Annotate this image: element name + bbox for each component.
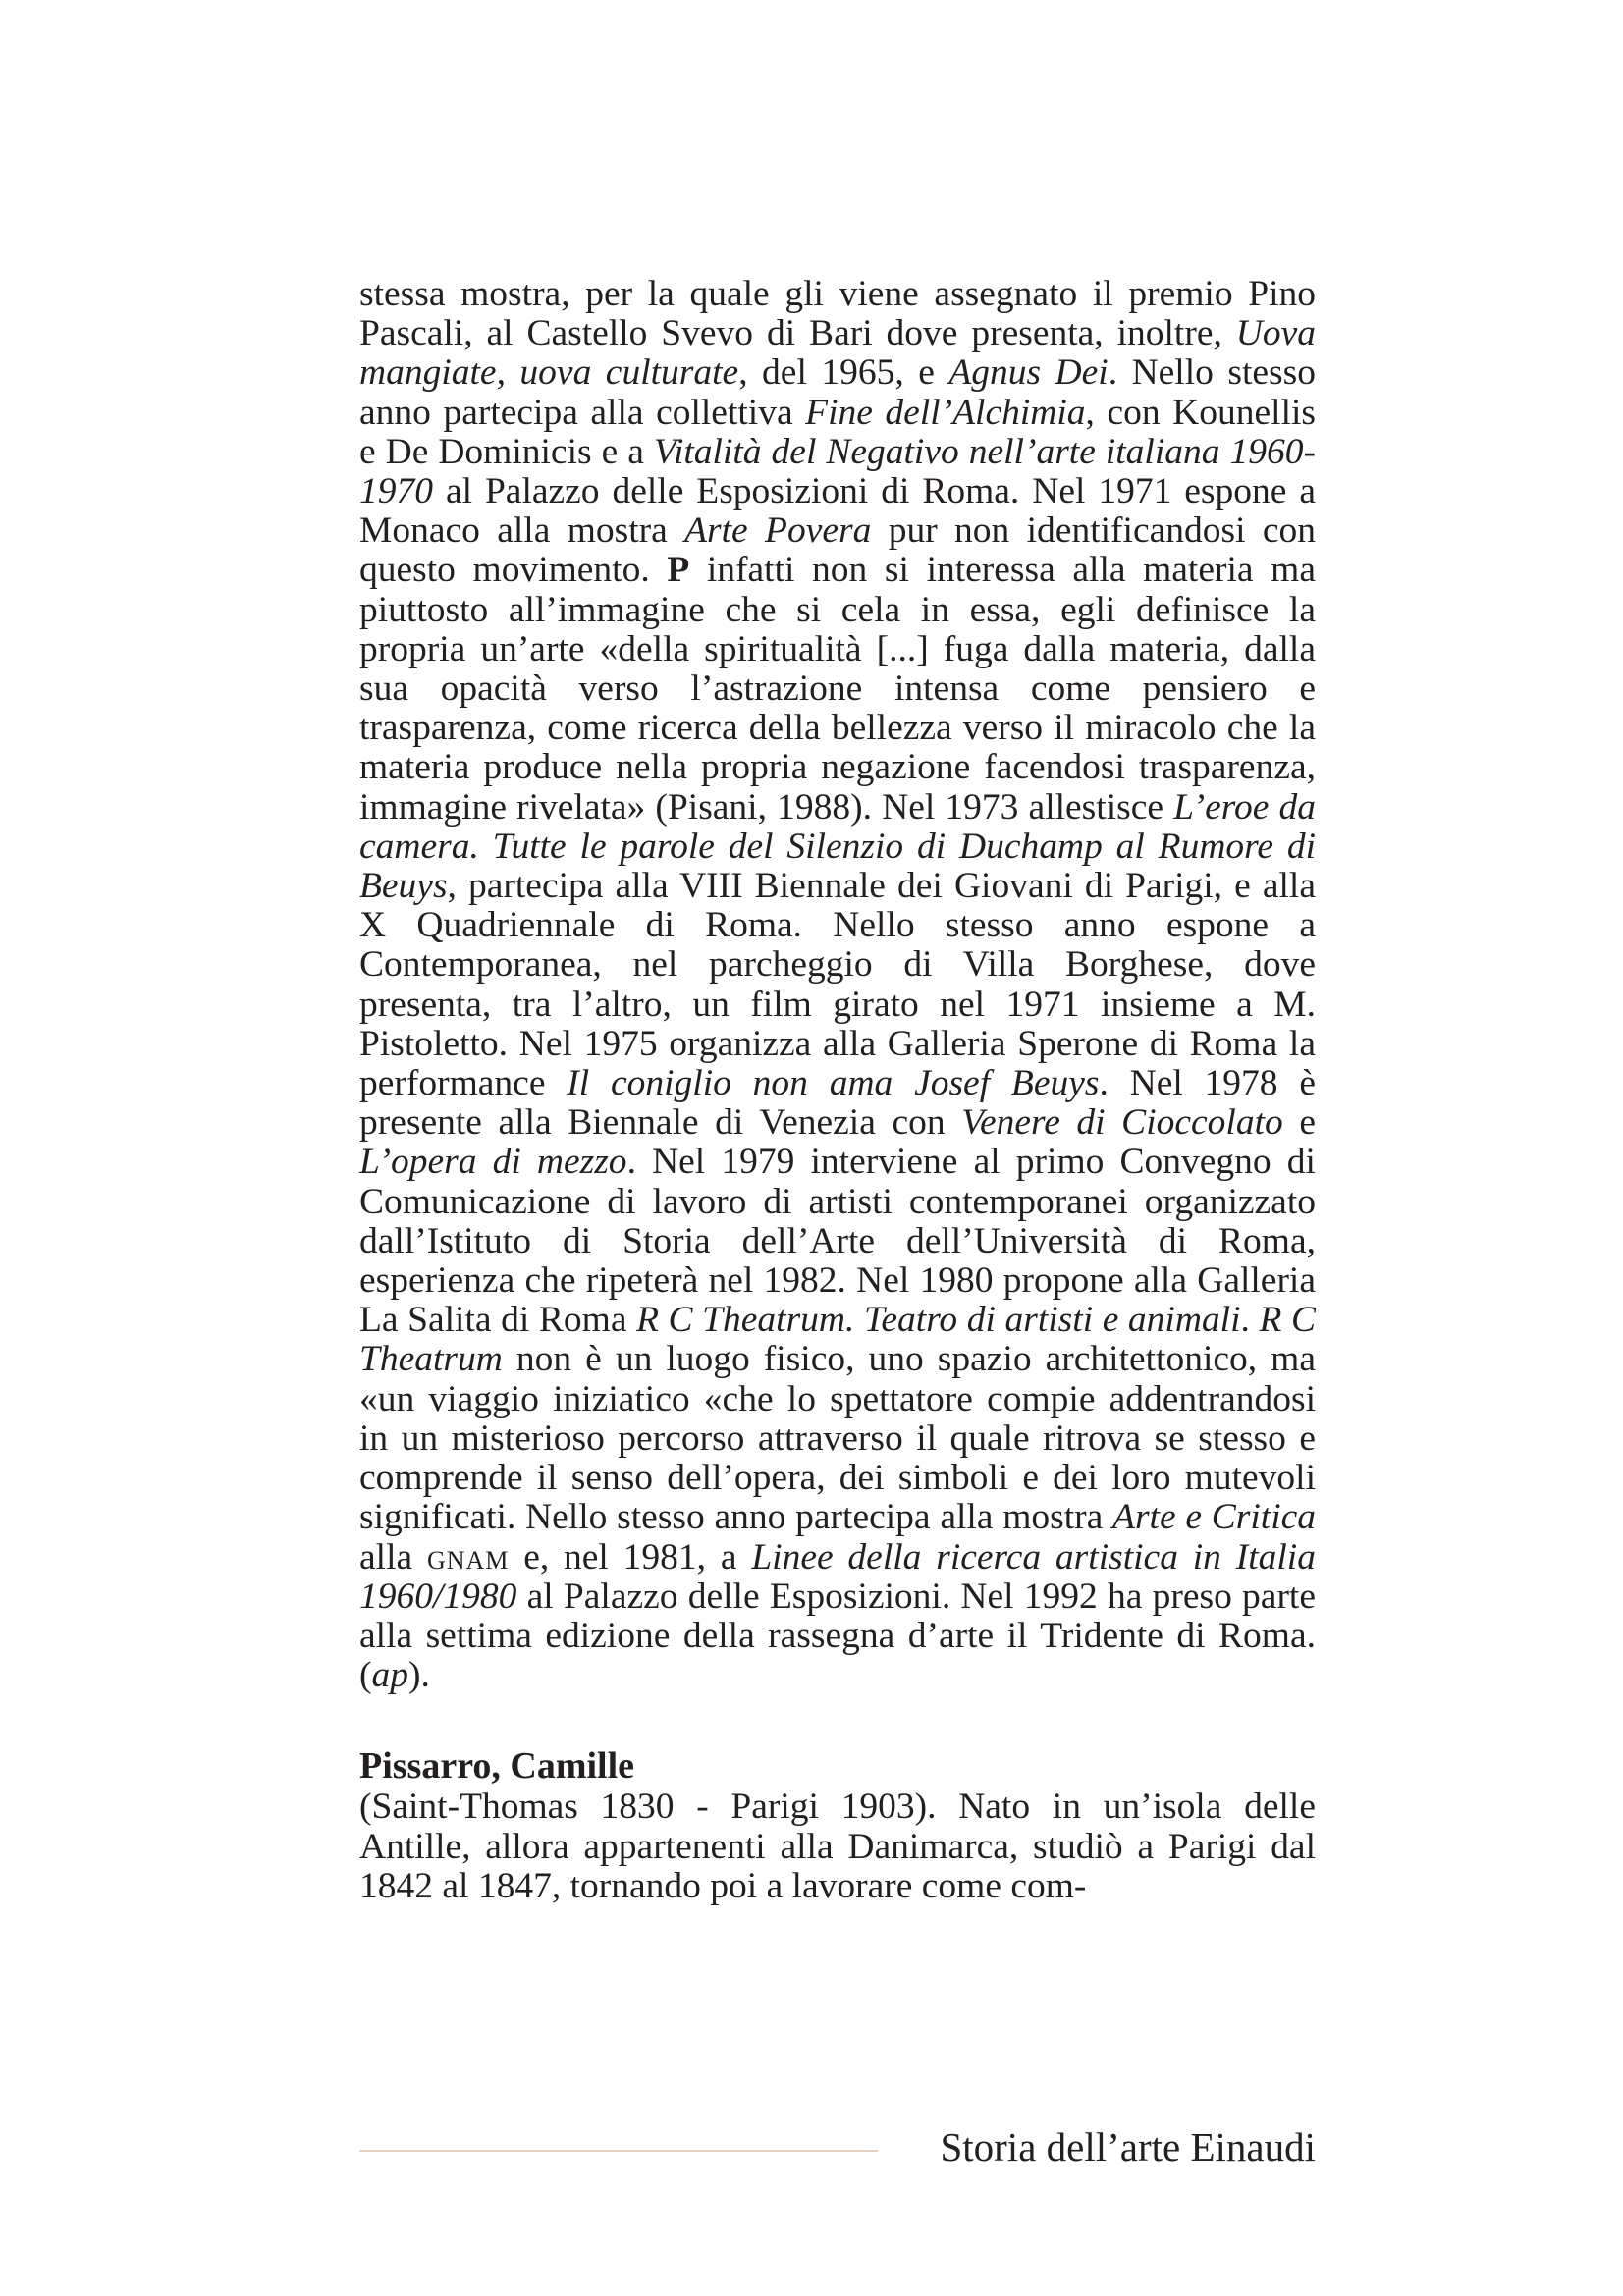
italic-title: L’eroe da camera. Tutte le parole del Silenzio di Duchamp al Rumore di Beuys — [359, 786, 1316, 907]
text-run: . — [1240, 1300, 1260, 1341]
text-run: e, nel 1981, a — [509, 1536, 752, 1577]
article-body — [359, 275, 1316, 1906]
footer-rule — [359, 2150, 878, 2152]
small-caps-acronym: gnam — [426, 1536, 510, 1577]
running-title: Storia dell’arte Einaudi — [940, 2124, 1316, 2169]
text-run: al Palazzo delle Esposizioni di Roma. Nel 1971 espone a Monaco alla mostra — [359, 471, 1316, 552]
text-run: infatti non si interessa alla materia ma piuttosto all’immagine che si cela in essa, egli definisce la propria un’arte «della spiritualità [...] fuga dalla materia, dalla sua opacità verso l’astrazione intensa come pensiero e trasparenza, come ricerca della bellezza verso il miracolo che la materia produce nella propria negazione facendosi trasparenza, immagine rivelata» (Pisani, 1988). Nel 1973 allestisce — [359, 550, 1316, 828]
text-run: , partecipa alla VIII Biennale dei Giovani di Parigi, e alla X Quadriennale di Roma. Nello stesso anno espone a Contemporanea, nel parcheggio di Villa Borghese, dove presenta, tra l’altro, un film girato nel 1971 insieme a M. Pistoletto. Nel 1975 organizza alla Galleria Sperone di Roma la performance — [359, 866, 1316, 1104]
italic-title: Il coniglio non ama Josef Beuys — [567, 1063, 1100, 1104]
italic-title: Vitalità del Negativo nell’arte italiana 1960-1970 — [359, 431, 1316, 512]
italic-title: Uova mangiate, uova culturate — [359, 313, 1316, 394]
entry-paragraph — [359, 1788, 1316, 1906]
italic-title: Linee della ricerca artistica in Italia 1960/1980 — [359, 1536, 1316, 1617]
text-run: . Nello stesso anno partecipa alla collettiva — [359, 352, 1316, 433]
text-run: non è un luogo fisico, uno spazio architettonico, ma «un viaggio iniziatico «che lo spettatore compie addentrandosi in un misterioso percorso attraverso il quale ritrova se stesso e comprende il senso dell’opera, dei simboli e dei loro mutevoli significati. Nello stesso anno partecipa alla mostra — [359, 1339, 1316, 1538]
text-run: alla — [359, 1536, 427, 1577]
italic-title: Agnus Dei — [948, 352, 1109, 394]
italic-title: R C Theatrum — [359, 1300, 1317, 1380]
text-run: , del 1965, e — [738, 352, 949, 394]
text-run: . Nel 1979 interviene al primo Convegno di Comunicazione di lavoro di artisti contemporanei organizzato dall’Istituto di Storia dell’Arte dell’Università di Roma, esperienza che ripeterà nel 1982. Nel 1980 propone alla Galleria La Salita di Roma — [359, 1142, 1316, 1341]
italic-title: L’opera di mezzo — [359, 1142, 627, 1183]
text-run: al Palazzo delle Esposizioni. Nel 1992 ha preso parte alla settima edizione della rassegna d’arte il Tridente di Roma. ( — [359, 1575, 1316, 1696]
italic-title: Fine dell’Alchimia — [805, 392, 1086, 433]
text-run: ). — [408, 1655, 430, 1696]
italic-title: Arte Povera — [684, 510, 872, 552]
bold-initial: P — [667, 550, 690, 591]
italic-title: Venere di Cioccolato — [961, 1102, 1283, 1144]
italic-title: Arte e Critica — [1112, 1497, 1317, 1538]
text-run: (Saint-Thomas 1830 - Parigi 1903). Nato in un’isola delle Antille, allora appartenenti alla Danimarca, studiò a Parigi dal 1842 al 1847, tornando poi a lavorare come com- — [359, 1787, 1316, 1906]
text-run: e — [1282, 1102, 1316, 1144]
text-run: pur non identificandosi con questo movimento. — [359, 510, 1316, 591]
continuation-paragraph — [359, 275, 1316, 1695]
text-run: stessa mostra, per la quale gli viene assegnato il premio Pino Pascali, al Castello Svevo di Bari dove presenta, inoltre, — [359, 274, 1316, 354]
entry-heading: Pissarro, Camille — [359, 1745, 635, 1788]
text-run: . Nel 1978 è presente alla Biennale di Venezia con — [359, 1063, 1316, 1144]
text-run: , con Kounellis e De Dominicis e a — [359, 392, 1316, 472]
italic-title: R C Theatrum. Teatro di artisti e animali — [636, 1300, 1241, 1341]
italic-title: ap — [371, 1655, 408, 1696]
